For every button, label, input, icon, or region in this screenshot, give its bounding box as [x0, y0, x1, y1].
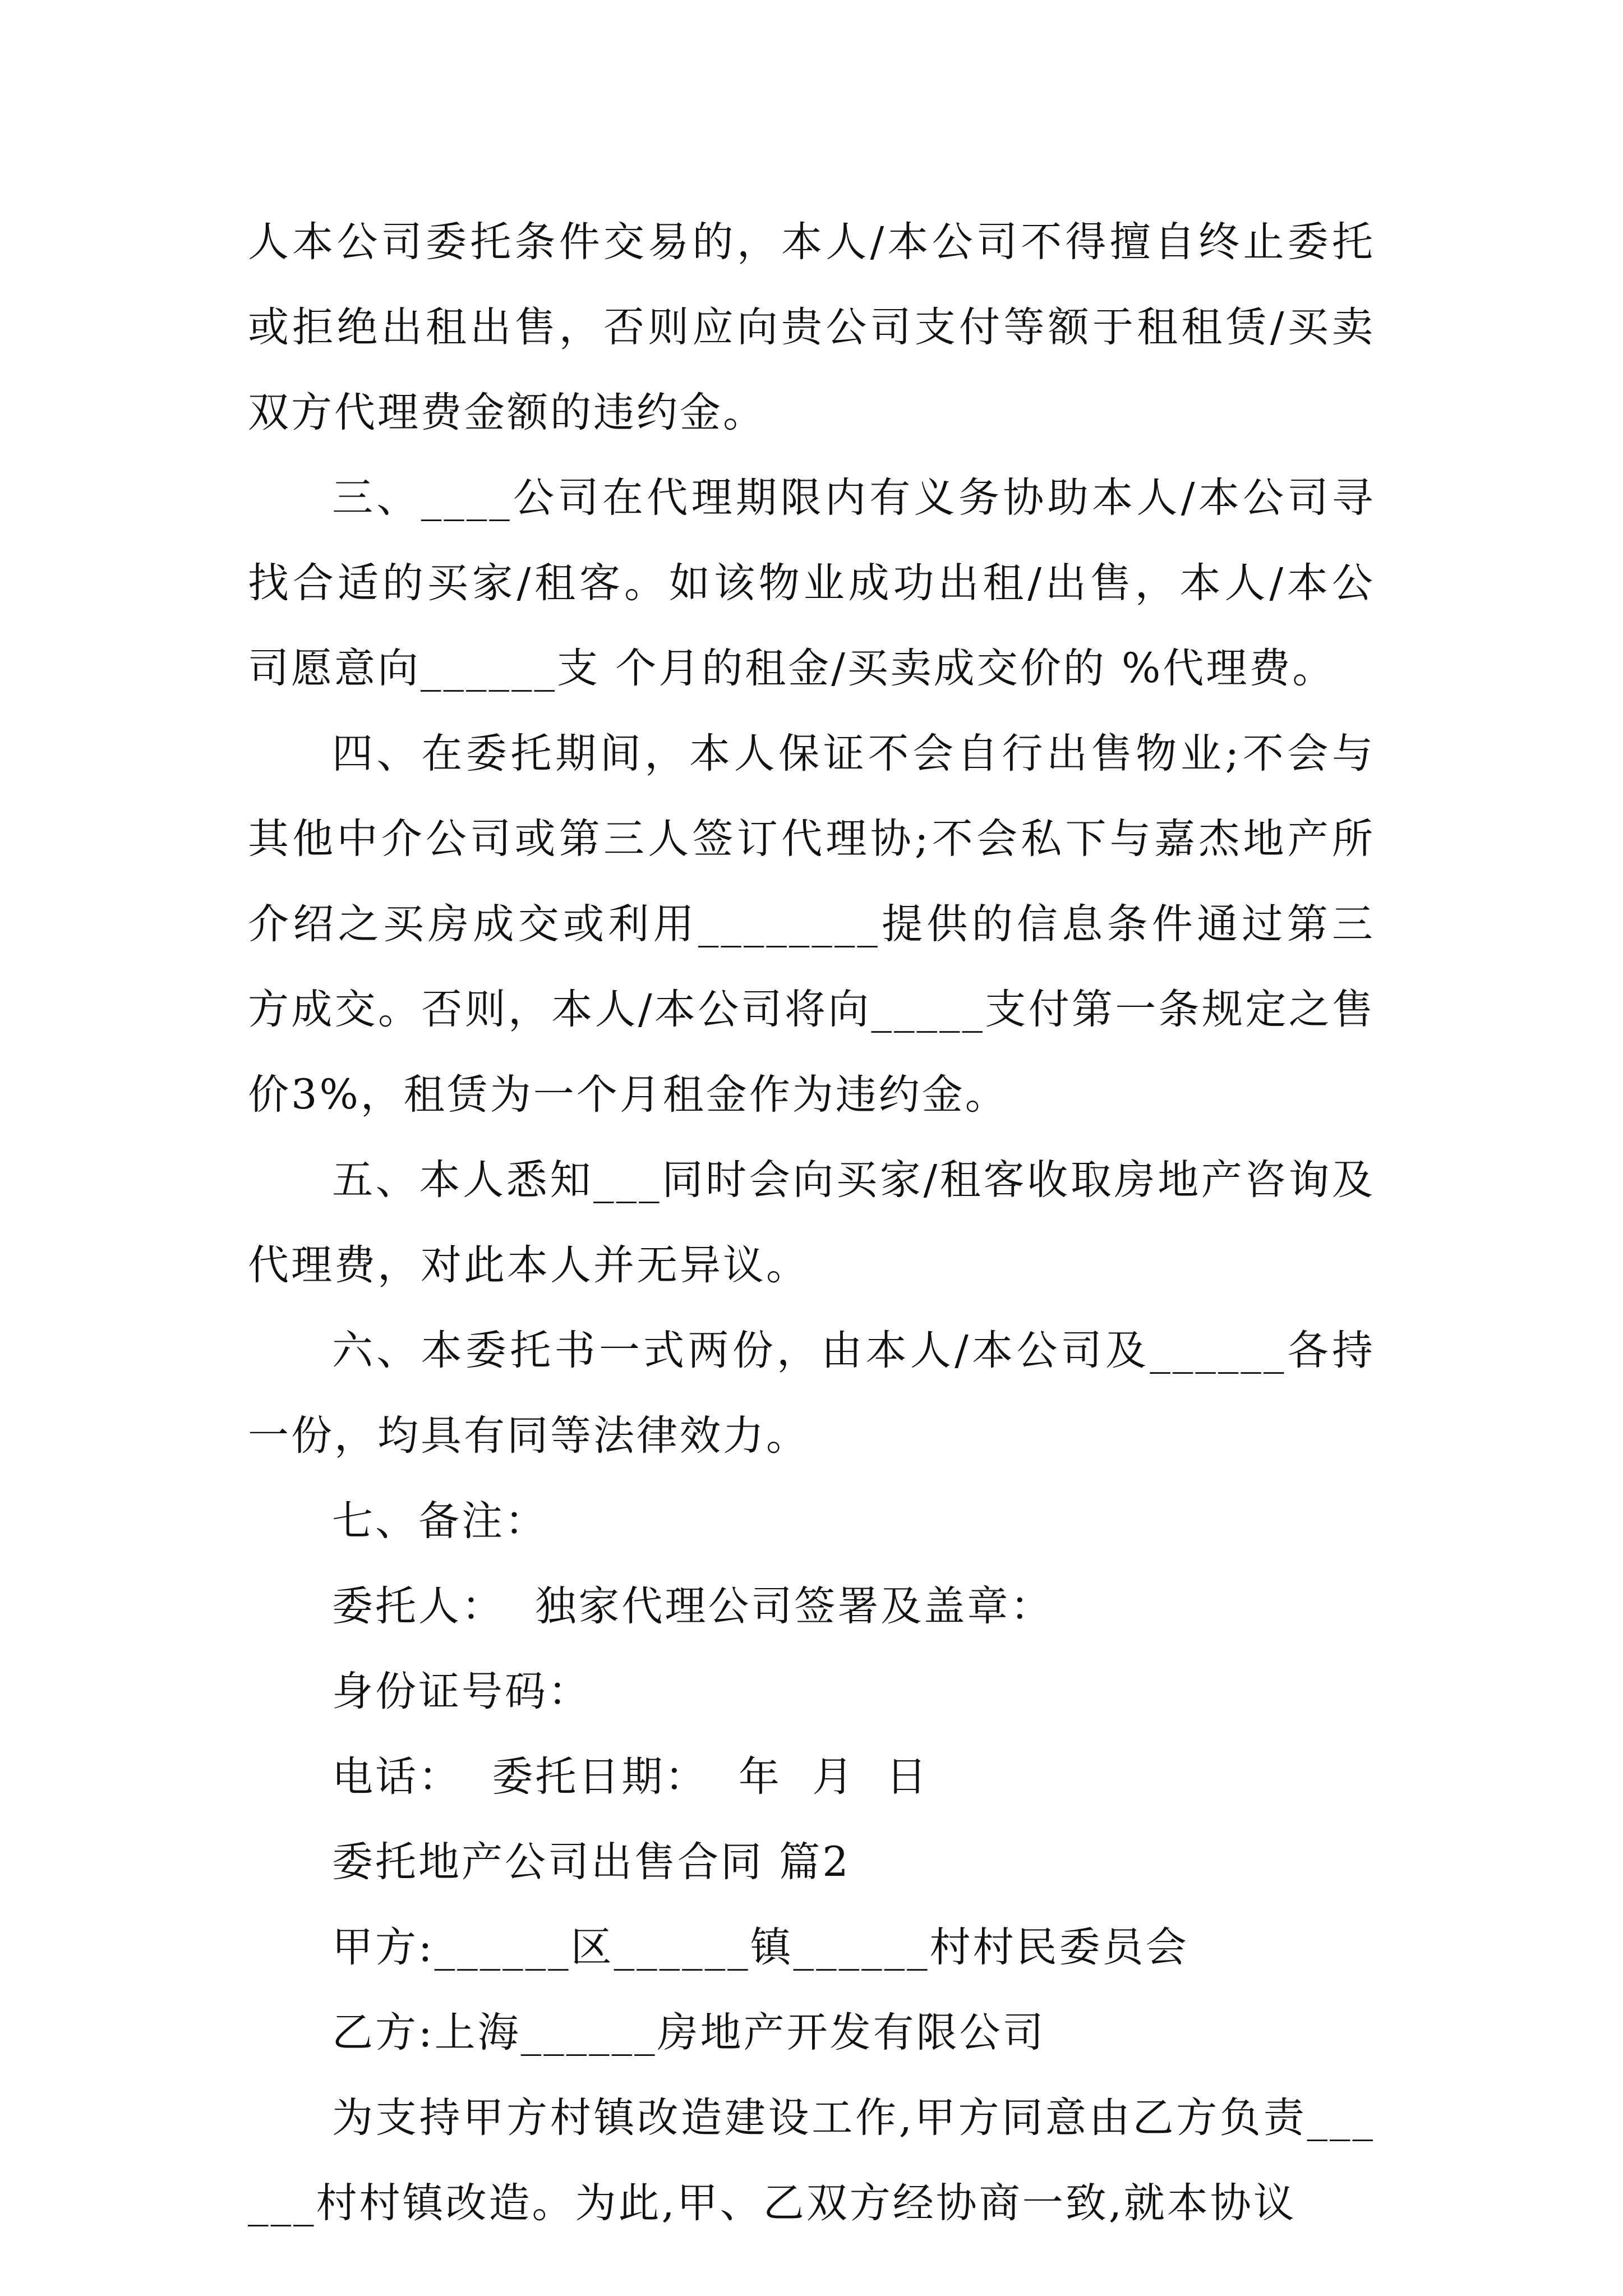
party-b-line: 乙方:上海______房地产开发有限公司	[332, 2009, 1046, 2056]
clause-three: 三、____公司在代理期限内有义务协助本人/本公司寻找合适的买家/租客。如该物业成功出租/出售，本人/本公司愿意向______支 个月的租金/买卖成交价的 %代理费。	[248, 474, 1375, 692]
document-body	[248, 200, 1375, 2246]
section-heading: 委托地产公司出售合同 篇2	[332, 1838, 851, 1886]
clause-five: 五、本人悉知___同时会向买家/租客收取房地产咨询及代理费，对此本人并无异议。	[248, 1156, 1375, 1289]
agreement-preamble: 为支持甲方村镇改造建设工作,甲方同意由乙方负责______村村镇改造。为此,甲、乙双方经协商一致,就本协议	[248, 2094, 1375, 2227]
party-a-line: 甲方:______区______镇______村村民委员会	[332, 1924, 1189, 1971]
clause-six: 六、本委托书一式两份，由本人/本公司及______各持一份，均具有同等法律效力。	[248, 1327, 1375, 1460]
clause-seven-remarks: 七、备注：	[332, 1497, 548, 1545]
phone-date-line: 电话： 委托日期： 年 月 日	[332, 1753, 929, 1801]
id-number-line: 身份证号码：	[332, 1668, 591, 1715]
clause-four: 四、在委托期间，本人保证不会自行出售物业;不会与其他中介公司或第三人签订代理协;不会私下与嘉杰地产所介绍之买房成交或利用________提供的信息条件通过第三方成交。否则，本人/本公司将向_____支付第一条规定之售价3%，租赁为一个月租金作为违约金。	[248, 730, 1375, 1119]
signature-principal-line: 委托人： 独家代理公司签署及盖章：	[332, 1582, 1054, 1630]
paragraph-continuation: 人本公司委托条件交易的，本人/本公司不得擅自终止委托或拒绝出租出售，否则应向贵公司支付等额于租租赁/买卖双方代理费金额的违约金。	[248, 218, 1375, 436]
